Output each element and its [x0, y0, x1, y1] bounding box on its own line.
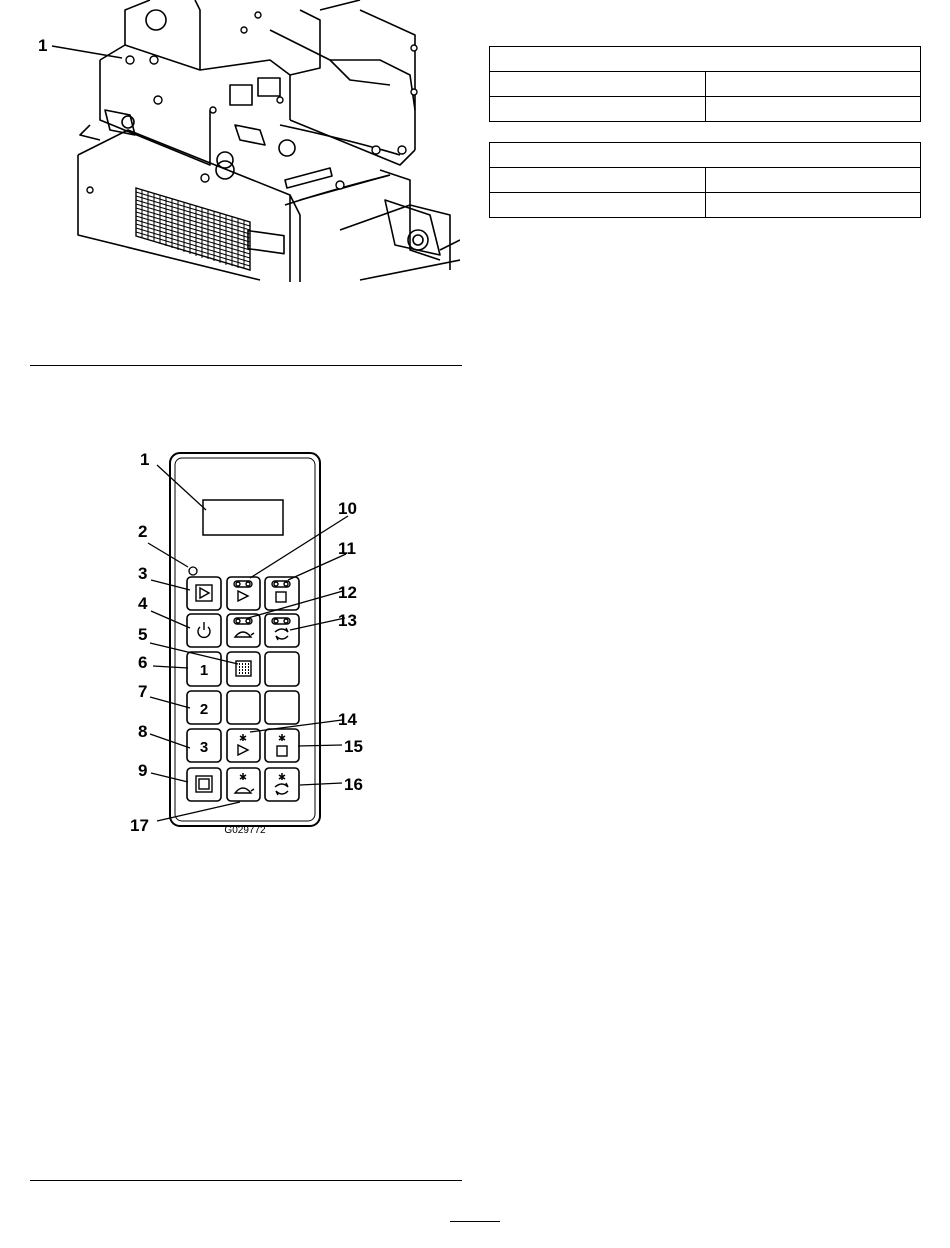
- key-blank-3: [265, 691, 299, 724]
- figure-code: G029772: [224, 825, 266, 836]
- callout-4: 4: [138, 594, 148, 613]
- key-1-label: 1: [199, 662, 209, 679]
- table-cell: [705, 193, 921, 218]
- key-3-label: 3: [199, 739, 209, 756]
- aux-stop-icon: [277, 746, 287, 756]
- info-table-2: [489, 142, 921, 218]
- table-row: [490, 97, 921, 122]
- callout-12: 12: [338, 583, 357, 602]
- machine-illustration: [30, 0, 460, 290]
- table-cell: [705, 97, 921, 122]
- table-cell: [490, 97, 706, 122]
- callout-3: 3: [138, 564, 148, 583]
- callout-2: 2: [138, 522, 148, 541]
- table-header-cell: [490, 47, 921, 72]
- aux-play-icon: [238, 745, 248, 755]
- display-window: [203, 500, 283, 535]
- aux-turtle-icon: [235, 788, 254, 793]
- table-cell: [705, 168, 921, 193]
- table-cell: [490, 193, 706, 218]
- info-table-1: [489, 46, 921, 122]
- callout-9: 9: [138, 761, 148, 780]
- key-start: [187, 577, 221, 610]
- key-blank-2: [227, 691, 260, 724]
- table-header-row: [490, 143, 921, 168]
- key-2-label: 2: [199, 701, 209, 718]
- aux-reverse-icon: [275, 783, 288, 795]
- stop-square-icon: [276, 592, 286, 602]
- callout-14: 14: [338, 710, 357, 729]
- callout-10: 10: [338, 499, 357, 518]
- callout-16: 16: [344, 775, 363, 794]
- key-belt-reverse: [265, 614, 299, 647]
- callout-11: 11: [338, 539, 356, 558]
- section-rule-bottom: [30, 1180, 462, 1181]
- key-menu: [227, 652, 260, 686]
- table-row: [490, 193, 921, 218]
- table-header-cell: [490, 143, 921, 168]
- key-aux-slow: [227, 768, 260, 801]
- key-stop: [187, 768, 221, 801]
- figure1-callout-1: 1: [38, 36, 48, 55]
- table-cell: [490, 72, 706, 97]
- key-blank-1: [265, 652, 299, 686]
- callout-17: 17: [130, 816, 149, 835]
- table-cell: [705, 72, 921, 97]
- play-icon: [238, 591, 248, 601]
- table-row: [490, 72, 921, 97]
- callout-15: 15: [344, 737, 363, 756]
- callout-8: 8: [138, 722, 148, 741]
- status-led: [189, 567, 197, 575]
- callout-7: 7: [138, 682, 148, 701]
- turtle-icon: [235, 632, 254, 637]
- callout-6: 6: [138, 653, 148, 672]
- callout-13: 13: [338, 611, 357, 630]
- key-belt-slow: [227, 614, 260, 647]
- section-rule-top: [30, 365, 462, 366]
- callout-1: 1: [140, 450, 150, 469]
- table-cell: [490, 168, 706, 193]
- panel-outline: [170, 453, 320, 826]
- table-header-row: [490, 47, 921, 72]
- callout-5: 5: [138, 625, 148, 644]
- key-power: [187, 614, 221, 647]
- table-row: [490, 168, 921, 193]
- footer-rule: [450, 1221, 500, 1222]
- keypad-diagram: [120, 440, 380, 840]
- reverse-icon: [275, 628, 288, 640]
- key-aux-start: [227, 729, 260, 762]
